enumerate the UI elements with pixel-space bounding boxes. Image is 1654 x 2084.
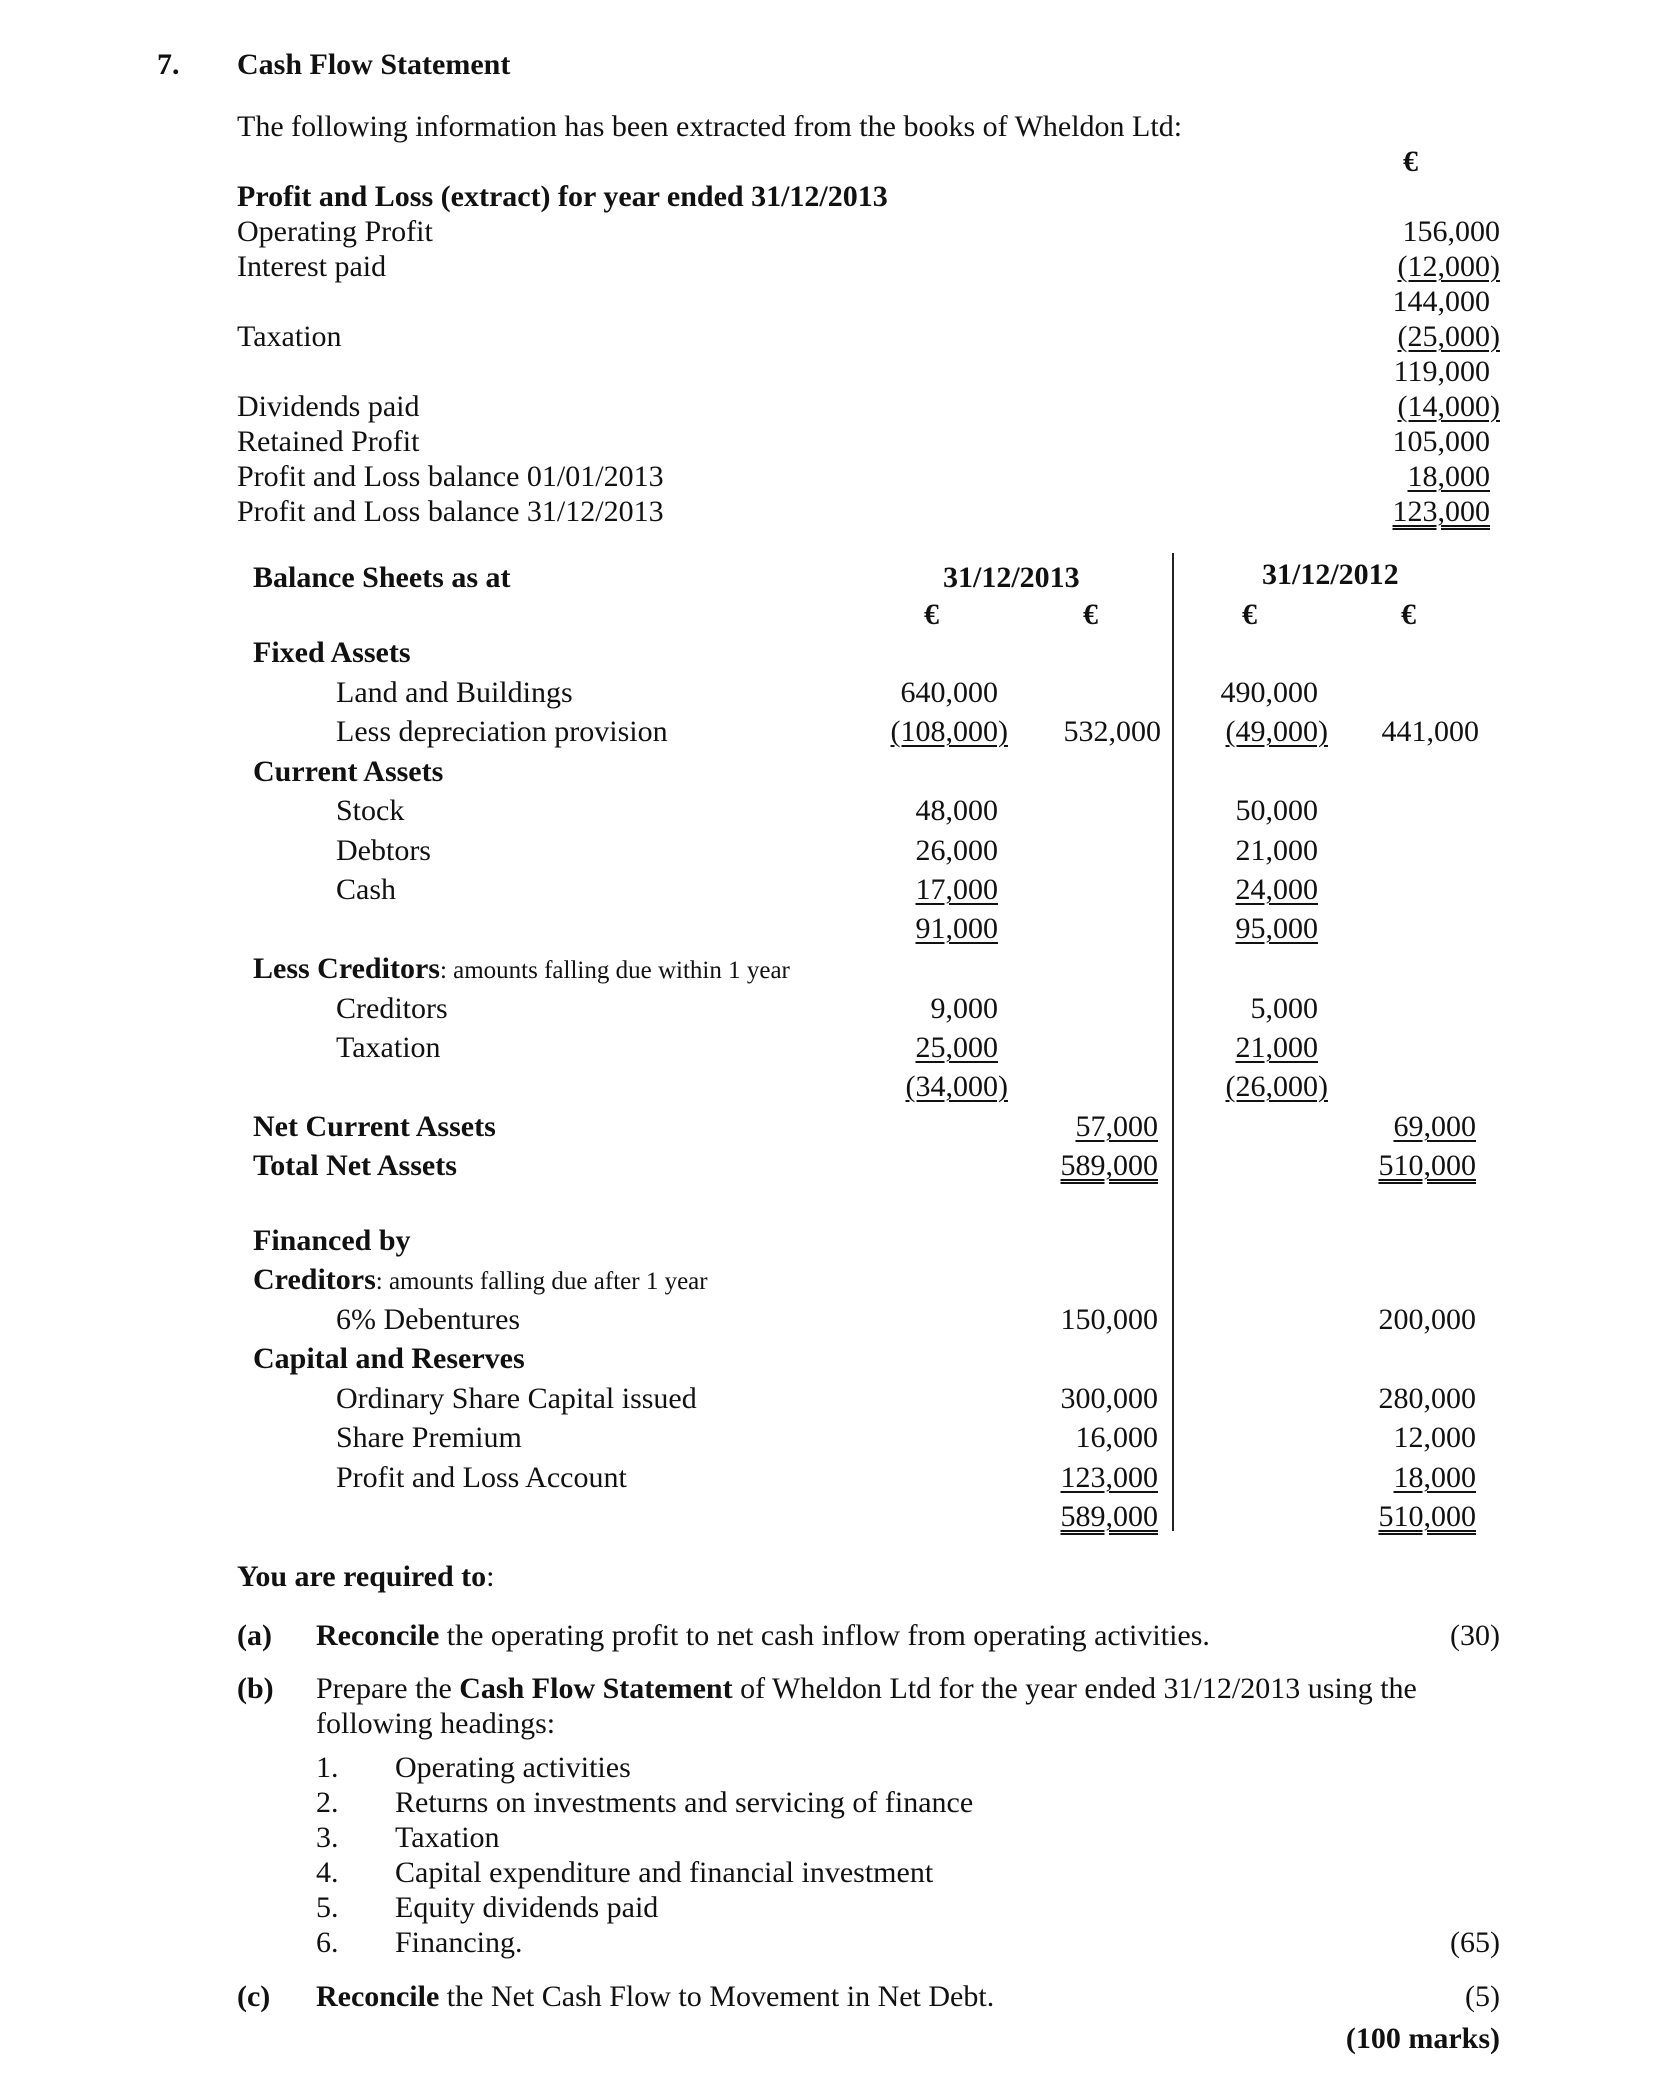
part-a-rest: the operating profit to net cash inflow from operating activities. — [439, 1619, 1210, 1652]
heading-text: Financing. — [395, 1926, 523, 1959]
bs-value: 510,000 — [1378, 1149, 1476, 1182]
bs-label-bold: Total Net Assets — [253, 1149, 457, 1182]
bs-value: 510,000 — [1378, 1500, 1476, 1533]
bs-value: 91,000 — [915, 912, 998, 945]
heading-number: 1. — [316, 1751, 339, 1784]
bs-value: 69,000 — [1393, 1110, 1476, 1143]
bs-value: 21,000 — [1235, 1031, 1318, 1064]
less-creditors-bold: Less Creditors — [253, 952, 440, 985]
pnl-currency: € — [1403, 145, 1418, 178]
bs-label-bold: Net Current Assets — [253, 1110, 496, 1143]
bs-currency: € — [924, 598, 939, 631]
heading-number: 2. — [316, 1786, 339, 1819]
heading-text: Taxation — [395, 1821, 500, 1854]
part-a-letter: (a) — [237, 1619, 272, 1652]
bs-value: 25,000 — [915, 1031, 998, 1064]
bs-value: (108,000) — [890, 715, 1008, 748]
part-b-bold: Cash Flow Statement — [459, 1672, 733, 1705]
bs-value: 17,000 — [915, 873, 998, 906]
bs-label: Creditors — [336, 992, 448, 1025]
fixed-assets-heading: Fixed Assets — [253, 636, 411, 669]
heading-text: Equity dividends paid — [395, 1891, 659, 1924]
bs-value: 5,000 — [1250, 992, 1318, 1025]
part-c-text — [316, 1982, 994, 2012]
part-b-post: of Wheldon Ltd for the year ended 31/12/2013 using the — [732, 1672, 1417, 1705]
bs-value: 640,000 — [900, 676, 998, 709]
bs-value: 589,000 — [1060, 1149, 1158, 1182]
question-title: Cash Flow Statement — [237, 48, 511, 81]
heading-text: Operating activities — [395, 1751, 631, 1784]
heading-text: Capital expenditure and financial investment — [395, 1856, 934, 1889]
pnl-value: 144,000 — [1392, 285, 1490, 318]
part-a-marks: (30) — [1450, 1619, 1500, 1652]
bs-value: 16,000 — [1075, 1421, 1158, 1454]
pnl-label: Operating Profit — [237, 215, 433, 248]
bs-value: 18,000 — [1393, 1461, 1476, 1494]
bs-label: Debtors — [336, 834, 431, 867]
bs-value: 95,000 — [1235, 912, 1318, 945]
part-a-text — [316, 1621, 1210, 1651]
bs-label: Stock — [336, 794, 405, 827]
less-creditors-heading — [253, 954, 790, 984]
bs-value: 12,000 — [1393, 1421, 1476, 1454]
creditors-after-rest: : amounts falling due after 1 year — [375, 1268, 708, 1295]
bs-label: Share Premium — [336, 1421, 522, 1454]
part-c-marks: (5) — [1465, 1980, 1500, 2013]
pnl-value: (25,000) — [1397, 320, 1500, 353]
pnl-label: Profit and Loss balance 31/12/2013 — [237, 495, 664, 528]
heading-number: 3. — [316, 1821, 339, 1854]
heading-number: 5. — [316, 1891, 339, 1924]
total-marks: (100 marks) — [1345, 2022, 1500, 2055]
question-number: 7. — [157, 48, 180, 81]
required-heading-rest: : — [486, 1560, 495, 1593]
bs-value: (26,000) — [1225, 1070, 1328, 1103]
bs-value: 26,000 — [915, 834, 998, 867]
part-b-line2: following headings: — [316, 1707, 556, 1740]
part-a-bold: Reconcile — [316, 1619, 440, 1652]
bs-value: 532,000 — [1063, 715, 1161, 748]
bs-value: 300,000 — [1060, 1382, 1158, 1415]
bs-value: 200,000 — [1378, 1303, 1476, 1336]
bs-value: 48,000 — [915, 794, 998, 827]
part-c-bold: Reconcile — [316, 1980, 440, 2013]
pnl-value: 119,000 — [1393, 355, 1490, 388]
bs-currency: € — [1401, 598, 1416, 631]
part-b-pre: Prepare the — [316, 1672, 460, 1705]
required-heading-bold: You are required to — [237, 1560, 487, 1593]
heading-text: Returns on investments and servicing of finance — [395, 1786, 974, 1819]
bs-label: Land and Buildings — [336, 676, 573, 709]
part-c-rest: the Net Cash Flow to Movement in Net Debt. — [439, 1980, 995, 2013]
bs-value: 150,000 — [1060, 1303, 1158, 1336]
heading-number: 6. — [316, 1926, 339, 1959]
bs-value: 589,000 — [1060, 1500, 1158, 1533]
pnl-value: 156,000 — [1402, 215, 1500, 248]
bs-value: 24,000 — [1235, 873, 1318, 906]
pnl-value: 123,000 — [1392, 495, 1490, 528]
bs-value: 280,000 — [1378, 1382, 1476, 1415]
bs-currency: € — [1242, 598, 1257, 631]
less-creditors-rest: : amounts falling due within 1 year — [439, 957, 790, 984]
bs-value: 50,000 — [1235, 794, 1318, 827]
part-b-letter: (b) — [237, 1672, 274, 1705]
pnl-label: Taxation — [237, 320, 342, 353]
pnl-label: Dividends paid — [237, 390, 420, 423]
bs-label: Ordinary Share Capital issued — [336, 1382, 697, 1415]
bs-value: (49,000) — [1225, 715, 1328, 748]
bs-label: Taxation — [336, 1031, 441, 1064]
current-assets-heading: Current Assets — [253, 755, 444, 788]
bs-label: Profit and Loss Account — [336, 1461, 627, 1494]
part-c-letter: (c) — [237, 1980, 271, 2013]
part-b-marks: (65) — [1450, 1926, 1500, 1959]
pnl-value: (12,000) — [1397, 250, 1500, 283]
bs-value: 21,000 — [1235, 834, 1318, 867]
capital-reserves-heading: Capital and Reserves — [253, 1342, 525, 1375]
pnl-value: 18,000 — [1407, 460, 1490, 493]
bs-value: 441,000 — [1381, 715, 1479, 748]
bs-heading: Balance Sheets as at — [253, 561, 511, 594]
heading-number: 4. — [316, 1856, 339, 1889]
bs-label: Less depreciation provision — [336, 715, 668, 748]
financed-by-heading: Financed by — [253, 1224, 411, 1257]
pnl-value: (14,000) — [1397, 390, 1500, 423]
bs-value: (34,000) — [905, 1070, 1008, 1103]
creditors-after-heading — [253, 1265, 708, 1295]
bs-value: 9,000 — [930, 992, 998, 1025]
part-b-text — [316, 1674, 1417, 1704]
bs-value: 490,000 — [1220, 676, 1318, 709]
intro-text: The following information has been extracted from the books of Wheldon Ltd: — [237, 110, 1183, 143]
pnl-label: Profit and Loss balance 01/01/2013 — [237, 460, 664, 493]
required-heading — [237, 1562, 495, 1592]
bs-date-2013: 31/12/2013 — [943, 561, 1080, 594]
bs-label: 6% Debentures — [336, 1303, 521, 1336]
pnl-value: 105,000 — [1392, 425, 1490, 458]
bs-value: 57,000 — [1075, 1110, 1158, 1143]
pnl-label: Retained Profit — [237, 425, 420, 458]
creditors-after-bold: Creditors — [253, 1263, 376, 1296]
bs-value: 123,000 — [1060, 1461, 1158, 1494]
pnl-label: Interest paid — [237, 250, 387, 283]
pnl-heading: Profit and Loss (extract) for year ended 31/12/2013 — [237, 180, 888, 213]
bs-date-2012: 31/12/2012 — [1262, 558, 1399, 591]
column-divider — [1172, 553, 1174, 1531]
bs-label: Cash — [336, 873, 396, 906]
bs-currency: € — [1083, 598, 1098, 631]
